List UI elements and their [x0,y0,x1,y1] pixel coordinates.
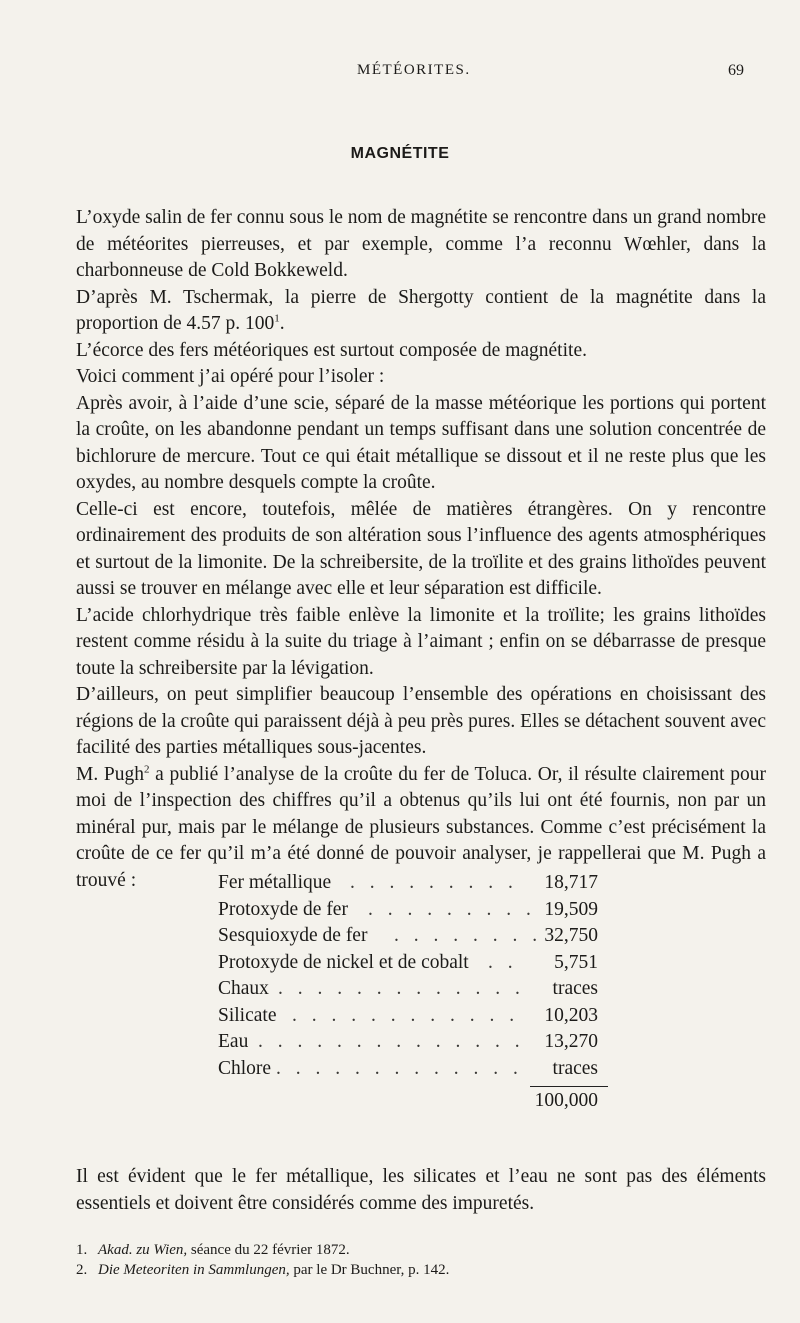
paragraph-text: M. Pugh [76,763,144,785]
analysis-total-row [218,1087,608,1115]
analysis-row [218,1003,608,1030]
paragraph: D’ailleurs, on peut simplifier beaucoup l’ensemble des opérations en choisissant des régions de la croûte qui paraissent déjà à peu près pures. Elles se détachent souvent avec facilité des parties métalliques sous-jacentes. [76,684,766,758]
component-name: Sesquioxyde de fer [218,925,368,946]
leader-dots: . . . . . . . . . . . . . . [258,1031,525,1052]
leader-dots: . . . . . . . . . [368,898,536,920]
leader-dots: . . [488,951,518,973]
component-value: traces [552,978,598,999]
running-title: MÉTÉORITES. [357,62,471,78]
component-value: 5,751 [554,951,598,973]
analysis-row [218,976,608,1003]
footnotes [76,1240,766,1280]
footnote-ref: 2 [144,763,150,775]
component-name: Eau [218,1031,249,1052]
paragraph: Voici comment j’ai opéré pour l’isoler : [76,366,385,387]
section-title: MAGNÉTITE [350,145,450,162]
component-value: traces [552,1057,598,1079]
analysis-row [218,897,608,924]
footnote [76,1260,766,1280]
leader-dots: . . . . . . . . [394,925,543,946]
footnote-number: 1. [76,1242,88,1258]
component-value: 19,509 [544,898,598,920]
footnote [76,1240,766,1260]
footnote-source: Die Meteoriten in Sammlungen, [98,1262,290,1278]
analysis-row [218,870,608,897]
running-head [0,62,800,86]
footnote-ref: 1 [274,312,280,325]
component-name: Protoxyde de nickel et de cobalt [218,951,469,973]
component-name: Chlore [218,1057,272,1079]
footnote-source: Akad. zu Wien, [98,1242,188,1258]
component-value: 18,717 [544,872,598,893]
page-number: 69 [728,62,744,79]
body-text [76,205,766,894]
analysis-table [218,870,608,1115]
component-name: Chaux [218,978,269,999]
analysis-row [218,1056,608,1083]
leader-dots: . . . . . . . . . [350,872,518,893]
paragraph-text: a publié l’analyse de la croûte du fer de Toluca. Or, il résulte clairement pour moi de l’inspection des chiffres qu’il a obtenus qu’ils lui ont été fournis, non par un minéral pur, mais par le mélange de plusieurs substances. Comme c’est précisément la croûte de ce fer qu’il m’a été donné de pouvoir analyser, je rappellerai que M. Pugh a trouvé : [76,763,767,891]
component-name: Protoxyde de fer [218,898,348,920]
sentence-period: . [279,313,285,334]
footnote-text: par le Dr Buchner, p. 142. [289,1262,450,1278]
analysis-row [218,950,608,977]
analysis-total: 100,000 [534,1090,598,1111]
footnote-number: 2. [76,1262,88,1278]
leader-dots: . . . . . . . . . . . . . [276,1057,523,1079]
paragraph: L’oxyde salin de fer connu sous le nom de magnétite se rencontre dans un grand nombre de météorites pierreuses, et par exemple, comme l’a reconnu Wœhler, dans la charbonneuse de Cold Bokkeweld. [76,207,766,281]
component-value: 13,270 [544,1031,598,1052]
paragraph: L’écorce des fers météoriques est surtout composée de magnétite. [76,339,587,361]
component-value: 32,750 [544,925,598,946]
analysis-row [218,1029,608,1056]
footnote-text: séance du 22 février 1872. [187,1242,350,1258]
leader-dots: . . . . . . . . . . . . [292,1004,520,1026]
paragraph: L’acide chlorhydrique très faible enlève la limonite et la troïlite; les grains lithoïdes restent comme résidu à la suite du triage à l’aimant ; enfin on se débarrasse de presque toute la schreibersite par la lévigation. [76,604,766,679]
component-name: Fer métallique [218,872,332,893]
component-name: Silicate [218,1004,277,1026]
paragraph: Celle-ci est encore, toutefois, mêlée de matières étrangères. On y rencontre ordinairement des produits de son altération sous l’influence des agents atmosphériques et surtout de la limonite. De la schreibersite, de la troïlite et des grains lithoïdes peuvent aussi se trouver en mélange avec elle et leur séparation est difficile. [76,498,766,599]
leader-dots: . . . . . . . . . . . . . [278,978,525,999]
paragraph [76,285,766,338]
conclusion-paragraph: Il est évident que le fer métallique, les silicates et l’eau ne sont pas des éléments essentiels et doivent être considérés comme des impuretés. [76,1166,766,1214]
paragraph: Après avoir, à l’aide d’une scie, séparé de la masse météorique les portions qui portent la croûte, on les abandonne pendant un temps suffisant dans une solution concentrée de bichlorure de mercure. Tout ce qui était métallique se dissout et il ne reste plus que les oxydes, au nombre desquels compte la croûte. [76,392,766,493]
component-value: 10,203 [544,1004,598,1026]
analysis-row [218,923,608,950]
paragraph-text: D’après M. Tschermak, la pierre de Shergotty contient de la magnétite dans la proportion de 4.57 p. 100 [76,286,766,334]
